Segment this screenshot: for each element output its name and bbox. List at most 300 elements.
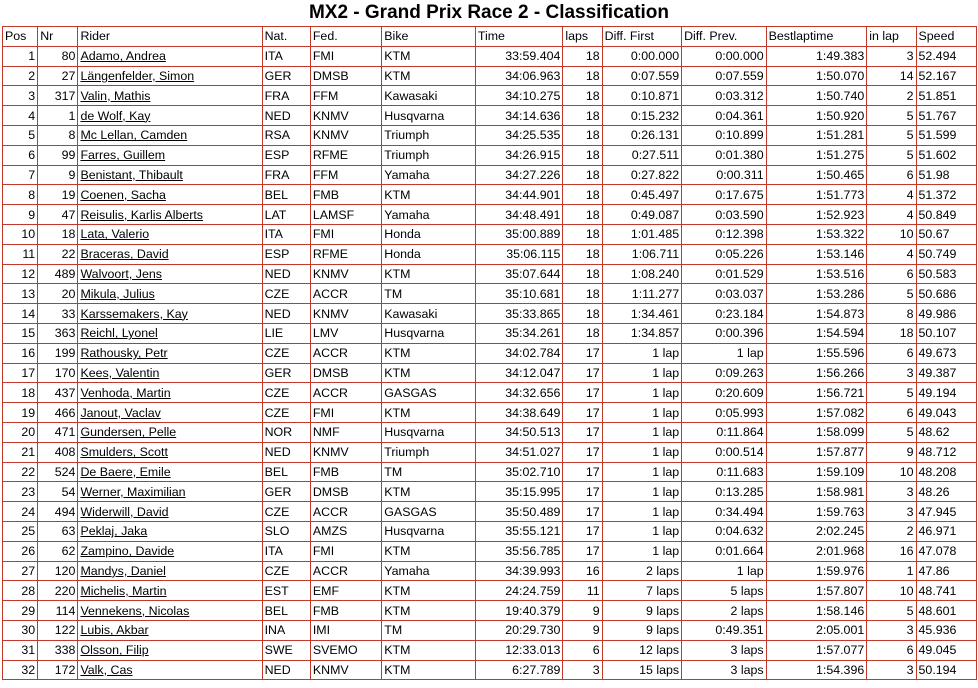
cell-in-lap: 5 <box>867 601 916 621</box>
table-row <box>3 462 977 482</box>
column-header-rider[interactable]: Rider <box>78 27 262 47</box>
rider-link[interactable]: Farres, Guillem <box>80 148 166 163</box>
cell-speed: 50.583 <box>916 264 976 284</box>
cell-time: 34:06.963 <box>475 66 563 86</box>
table-row <box>3 502 977 522</box>
cell-bestlaptime: 1:59.109 <box>766 462 867 482</box>
cell-time: 34:25.535 <box>475 125 563 145</box>
cell-time: 35:06.115 <box>475 244 563 264</box>
cell-laps: 17 <box>563 363 602 383</box>
cell-in-lap: 1 <box>867 561 916 581</box>
cell-nr: 9 <box>38 165 78 185</box>
cell-laps: 18 <box>563 284 602 304</box>
cell-laps: 16 <box>563 561 602 581</box>
cell-time: 34:32.656 <box>475 383 563 403</box>
cell-pos: 21 <box>3 442 38 462</box>
cell-time: 35:02.710 <box>475 462 563 482</box>
column-header-diff-prev[interactable]: Diff. Prev. <box>682 27 767 47</box>
cell-diff-first: 1 lap <box>602 422 681 442</box>
cell-rider <box>78 561 262 581</box>
rider-link[interactable]: Mc Lellan, Camden <box>80 128 188 143</box>
cell-fed: FMB <box>310 185 381 205</box>
cell-speed: 46.971 <box>916 521 976 541</box>
rider-link[interactable]: Vennekens, Nicolas <box>80 603 190 618</box>
cell-nr: 199 <box>38 343 78 363</box>
cell-nat: ITA <box>262 224 310 244</box>
cell-bestlaptime: 2:02.245 <box>766 521 867 541</box>
cell-nat: RSA <box>262 125 310 145</box>
cell-diff-first: 1:01.485 <box>602 224 681 244</box>
rider-link[interactable]: Venhoda, Martin <box>80 385 171 400</box>
cell-nat: SLO <box>262 521 310 541</box>
cell-diff-first: 2 laps <box>602 561 681 581</box>
cell-nat: FRA <box>262 165 310 185</box>
cell-rider <box>78 244 262 264</box>
cell-nr: 338 <box>38 640 78 660</box>
cell-pos: 18 <box>3 383 38 403</box>
cell-fed: ACCR <box>310 383 381 403</box>
rider-link[interactable]: de Wolf, Kay <box>80 108 151 123</box>
column-header-pos[interactable]: Pos <box>3 27 38 47</box>
cell-time: 35:33.865 <box>475 304 563 324</box>
cell-fed: ACCR <box>310 343 381 363</box>
cell-time: 35:10.681 <box>475 284 563 304</box>
cell-diff-prev: 0:11.683 <box>682 462 767 482</box>
cell-in-lap: 6 <box>867 165 916 185</box>
cell-fed: ACCR <box>310 502 381 522</box>
cell-nr: 80 <box>38 46 78 66</box>
cell-nr: 99 <box>38 145 78 165</box>
cell-nr: 120 <box>38 561 78 581</box>
cell-nr: 363 <box>38 323 78 343</box>
cell-bestlaptime: 1:51.773 <box>766 185 867 205</box>
cell-nat: NED <box>262 106 310 126</box>
rider-link[interactable]: Olsson, Filip <box>80 643 149 658</box>
cell-nat: GER <box>262 66 310 86</box>
table-row <box>3 86 977 106</box>
cell-pos: 27 <box>3 561 38 581</box>
cell-nat: CZE <box>262 343 310 363</box>
cell-diff-prev: 0:01.380 <box>682 145 767 165</box>
cell-nr: 524 <box>38 462 78 482</box>
cell-diff-first: 0:26.131 <box>602 125 681 145</box>
cell-rider <box>78 304 262 324</box>
cell-bike: Honda <box>382 224 476 244</box>
cell-bestlaptime: 1:49.383 <box>766 46 867 66</box>
table-row <box>3 244 977 264</box>
cell-bike: Kawasaki <box>382 304 476 324</box>
cell-nat: ESP <box>262 145 310 165</box>
cell-diff-prev: 0:07.559 <box>682 66 767 86</box>
table-row <box>3 383 977 403</box>
cell-nat: CZE <box>262 403 310 423</box>
cell-laps: 17 <box>563 502 602 522</box>
rider-link[interactable]: Rathousky, Petr <box>80 346 168 361</box>
rider-link[interactable]: Gundersen, Pelle <box>80 425 177 440</box>
cell-bike: Husqvarna <box>382 422 476 442</box>
cell-bestlaptime: 1:53.286 <box>766 284 867 304</box>
cell-nr: 54 <box>38 482 78 502</box>
table-row <box>3 185 977 205</box>
rider-link[interactable]: Walvoort, Jens <box>80 266 162 281</box>
cell-bestlaptime: 1:53.516 <box>766 264 867 284</box>
cell-fed: DMSB <box>310 482 381 502</box>
cell-diff-prev: 0:03.590 <box>682 205 767 225</box>
cell-nr: 1 <box>38 106 78 126</box>
cell-bike: KTM <box>382 343 476 363</box>
table-row <box>3 304 977 324</box>
cell-speed: 50.67 <box>916 224 976 244</box>
cell-pos: 15 <box>3 323 38 343</box>
cell-laps: 3 <box>563 660 602 680</box>
rider-link[interactable]: Mikula, Julius <box>80 286 155 301</box>
cell-bestlaptime: 2:05.001 <box>766 620 867 640</box>
cell-time: 35:50.489 <box>475 502 563 522</box>
rider-link[interactable]: Längenfelder, Simon <box>80 68 195 83</box>
cell-diff-prev: 0:03.312 <box>682 86 767 106</box>
cell-diff-first: 1:34.857 <box>602 323 681 343</box>
cell-time: 34:27.226 <box>475 165 563 185</box>
cell-rider <box>78 422 262 442</box>
cell-fed: AMZS <box>310 521 381 541</box>
cell-in-lap: 2 <box>867 86 916 106</box>
cell-laps: 18 <box>563 145 602 165</box>
cell-bestlaptime: 1:57.877 <box>766 442 867 462</box>
cell-diff-first: 1:11.277 <box>602 284 681 304</box>
cell-nr: 22 <box>38 244 78 264</box>
cell-bike: Yamaha <box>382 205 476 225</box>
cell-nat: NED <box>262 660 310 680</box>
cell-laps: 18 <box>563 205 602 225</box>
table-row <box>3 660 977 680</box>
cell-rider <box>78 284 262 304</box>
cell-bestlaptime: 1:51.281 <box>766 125 867 145</box>
rider-link[interactable]: Werner, Maximilian <box>80 484 186 499</box>
cell-nr: 437 <box>38 383 78 403</box>
rider-link[interactable]: Kees, Valentin <box>80 365 160 380</box>
cell-in-lap: 4 <box>867 185 916 205</box>
cell-time: 35:07.644 <box>475 264 563 284</box>
cell-pos: 25 <box>3 521 38 541</box>
cell-diff-prev: 0:17.675 <box>682 185 767 205</box>
cell-speed: 51.851 <box>916 86 976 106</box>
cell-in-lap: 8 <box>867 304 916 324</box>
cell-laps: 17 <box>563 462 602 482</box>
column-header-nr[interactable]: Nr <box>38 27 78 47</box>
cell-pos: 22 <box>3 462 38 482</box>
cell-nr: 408 <box>38 442 78 462</box>
cell-rider <box>78 106 262 126</box>
cell-pos: 23 <box>3 482 38 502</box>
cell-bike: Triumph <box>382 442 476 462</box>
rider-link[interactable]: Reichl, Lyonel <box>80 326 158 341</box>
cell-laps: 17 <box>563 482 602 502</box>
rider-link[interactable]: Widerwill, David <box>80 504 169 519</box>
cell-in-lap: 5 <box>867 106 916 126</box>
table-row <box>3 601 977 621</box>
cell-bestlaptime: 1:55.596 <box>766 343 867 363</box>
cell-nat: ITA <box>262 46 310 66</box>
cell-time: 35:15.995 <box>475 482 563 502</box>
rider-link[interactable]: Peklaj, Jaka <box>80 524 148 539</box>
cell-time: 34:39.993 <box>475 561 563 581</box>
cell-laps: 17 <box>563 442 602 462</box>
cell-fed: KNMV <box>310 660 381 680</box>
cell-pos: 29 <box>3 601 38 621</box>
cell-time: 34:50.513 <box>475 422 563 442</box>
cell-laps: 18 <box>563 304 602 324</box>
table-row <box>3 482 977 502</box>
table-row <box>3 224 977 244</box>
column-header-bike[interactable]: Bike <box>382 27 476 47</box>
cell-nr: 471 <box>38 422 78 442</box>
cell-bike: Husqvarna <box>382 323 476 343</box>
cell-nr: 62 <box>38 541 78 561</box>
cell-fed: FMI <box>310 46 381 66</box>
cell-bike: Husqvarna <box>382 106 476 126</box>
cell-bestlaptime: 1:51.275 <box>766 145 867 165</box>
cell-pos: 17 <box>3 363 38 383</box>
cell-in-lap: 6 <box>867 640 916 660</box>
table-row <box>3 205 977 225</box>
cell-in-lap: 3 <box>867 46 916 66</box>
cell-time: 34:48.491 <box>475 205 563 225</box>
cell-time: 34:02.784 <box>475 343 563 363</box>
column-header-fed[interactable]: Fed. <box>310 27 381 47</box>
cell-bestlaptime: 1:57.077 <box>766 640 867 660</box>
cell-diff-first: 1:34.461 <box>602 304 681 324</box>
cell-fed: KNMV <box>310 264 381 284</box>
rider-link[interactable]: De Baere, Emile <box>80 464 171 479</box>
cell-in-lap: 5 <box>867 383 916 403</box>
cell-nr: 494 <box>38 502 78 522</box>
cell-pos: 4 <box>3 106 38 126</box>
table-row <box>3 106 977 126</box>
cell-nr: 27 <box>38 66 78 86</box>
cell-time: 34:26.915 <box>475 145 563 165</box>
table-row <box>3 422 977 442</box>
cell-speed: 50.849 <box>916 205 976 225</box>
cell-nat: NED <box>262 304 310 324</box>
cell-bike: TM <box>382 284 476 304</box>
cell-pos: 19 <box>3 403 38 423</box>
cell-nr: 170 <box>38 363 78 383</box>
cell-speed: 50.107 <box>916 323 976 343</box>
cell-nat: GER <box>262 363 310 383</box>
cell-diff-first: 0:27.822 <box>602 165 681 185</box>
cell-nat: LIE <box>262 323 310 343</box>
cell-nr: 19 <box>38 185 78 205</box>
cell-rider <box>78 343 262 363</box>
rider-link[interactable]: Braceras, David <box>80 247 169 262</box>
cell-diff-prev: 0:05.226 <box>682 244 767 264</box>
cell-speed: 48.62 <box>916 422 976 442</box>
cell-fed: FMB <box>310 601 381 621</box>
cell-bike: KTM <box>382 660 476 680</box>
cell-laps: 18 <box>563 244 602 264</box>
cell-in-lap: 9 <box>867 442 916 462</box>
cell-nr: 8 <box>38 125 78 145</box>
header-row <box>3 27 977 47</box>
column-header-bestlaptime[interactable]: Bestlaptime <box>766 27 867 47</box>
cell-rider <box>78 620 262 640</box>
cell-in-lap: 6 <box>867 264 916 284</box>
cell-pos: 1 <box>3 46 38 66</box>
cell-in-lap: 3 <box>867 660 916 680</box>
cell-in-lap: 5 <box>867 145 916 165</box>
cell-diff-first: 0:10.871 <box>602 86 681 106</box>
table-row <box>3 323 977 343</box>
cell-rider <box>78 403 262 423</box>
cell-bike: KTM <box>382 601 476 621</box>
cell-nat: ESP <box>262 244 310 264</box>
cell-pos: 2 <box>3 66 38 86</box>
cell-bike: TM <box>382 462 476 482</box>
rider-link[interactable]: Michelis, Martin <box>80 583 167 598</box>
cell-bike: KTM <box>382 46 476 66</box>
cell-nat: BEL <box>262 601 310 621</box>
cell-nat: FRA <box>262 86 310 106</box>
cell-speed: 52.167 <box>916 66 976 86</box>
cell-time: 35:00.889 <box>475 224 563 244</box>
cell-speed: 49.387 <box>916 363 976 383</box>
cell-rider <box>78 205 262 225</box>
column-header-speed[interactable]: Speed <box>916 27 976 47</box>
cell-diff-first: 12 laps <box>602 640 681 660</box>
cell-laps: 18 <box>563 66 602 86</box>
cell-speed: 49.045 <box>916 640 976 660</box>
rider-link[interactable]: Reisulis, Karlis Alberts <box>80 207 204 222</box>
cell-time: 20:29.730 <box>475 620 563 640</box>
cell-diff-first: 0:49.087 <box>602 205 681 225</box>
cell-diff-prev: 0:00.311 <box>682 165 767 185</box>
cell-diff-first: 1 lap <box>602 462 681 482</box>
cell-diff-prev: 0:00.514 <box>682 442 767 462</box>
cell-diff-prev: 3 laps <box>682 640 767 660</box>
column-header-diff-first[interactable]: Diff. First <box>602 27 681 47</box>
cell-nr: 489 <box>38 264 78 284</box>
cell-in-lap: 5 <box>867 284 916 304</box>
cell-rider <box>78 640 262 660</box>
rider-link[interactable]: Valk, Cas <box>80 662 133 677</box>
cell-bike: Honda <box>382 244 476 264</box>
cell-bike: Yamaha <box>382 165 476 185</box>
table-row <box>3 125 977 145</box>
cell-bike: KTM <box>382 403 476 423</box>
cell-rider <box>78 363 262 383</box>
cell-laps: 18 <box>563 224 602 244</box>
cell-laps: 18 <box>563 106 602 126</box>
cell-in-lap: 3 <box>867 620 916 640</box>
cell-diff-first: 1:08.240 <box>602 264 681 284</box>
cell-diff-prev: 0:13.285 <box>682 482 767 502</box>
cell-bestlaptime: 1:56.721 <box>766 383 867 403</box>
table-row <box>3 264 977 284</box>
cell-fed: ACCR <box>310 561 381 581</box>
rider-link[interactable]: Karssemakers, Kay <box>80 306 188 321</box>
rider-link[interactable]: Smulders, Scott <box>80 445 168 460</box>
cell-in-lap: 3 <box>867 502 916 522</box>
cell-rider <box>78 462 262 482</box>
cell-pos: 3 <box>3 86 38 106</box>
cell-bestlaptime: 1:54.594 <box>766 323 867 343</box>
rider-link[interactable]: Lubis, Akbar <box>80 623 149 638</box>
cell-speed: 49.043 <box>916 403 976 423</box>
cell-time: 34:10.275 <box>475 86 563 106</box>
rider-link[interactable]: Benistant, Thibault <box>80 167 183 182</box>
cell-diff-first: 1 lap <box>602 541 681 561</box>
column-header-nat[interactable]: Nat. <box>262 27 310 47</box>
cell-diff-first: 1 lap <box>602 521 681 541</box>
cell-diff-first: 0:00.000 <box>602 46 681 66</box>
cell-in-lap: 10 <box>867 462 916 482</box>
cell-diff-first: 9 laps <box>602 601 681 621</box>
column-header-time[interactable]: Time <box>475 27 563 47</box>
cell-fed: FFM <box>310 86 381 106</box>
cell-laps: 18 <box>563 165 602 185</box>
rider-link[interactable]: Adamo, Andrea <box>80 49 166 64</box>
rider-link[interactable]: Zampino, Davide <box>80 544 175 559</box>
cell-laps: 17 <box>563 521 602 541</box>
cell-nr: 18 <box>38 224 78 244</box>
cell-pos: 7 <box>3 165 38 185</box>
column-header-laps[interactable]: laps <box>563 27 602 47</box>
cell-bestlaptime: 1:50.465 <box>766 165 867 185</box>
cell-diff-first: 1 lap <box>602 363 681 383</box>
cell-speed: 48.26 <box>916 482 976 502</box>
cell-diff-first: 1 lap <box>602 442 681 462</box>
cell-bestlaptime: 1:52.923 <box>766 205 867 225</box>
cell-laps: 17 <box>563 343 602 363</box>
cell-bestlaptime: 1:56.266 <box>766 363 867 383</box>
rider-link[interactable]: Mandys, Daniel <box>80 563 166 578</box>
cell-nat: ITA <box>262 541 310 561</box>
cell-nat: CZE <box>262 561 310 581</box>
cell-rider <box>78 442 262 462</box>
table-row <box>3 521 977 541</box>
cell-fed: KNMV <box>310 442 381 462</box>
rider-link[interactable]: Lata, Valerio <box>80 227 150 242</box>
cell-pos: 9 <box>3 205 38 225</box>
cell-time: 34:51.027 <box>475 442 563 462</box>
cell-laps: 9 <box>563 601 602 621</box>
cell-rider <box>78 66 262 86</box>
table-row <box>3 640 977 660</box>
cell-rider <box>78 502 262 522</box>
cell-nr: 47 <box>38 205 78 225</box>
rider-link[interactable]: Janout, Vaclav <box>80 405 161 420</box>
cell-nr: 220 <box>38 581 78 601</box>
rider-link[interactable]: Valin, Mathis <box>80 88 151 103</box>
cell-speed: 50.686 <box>916 284 976 304</box>
column-header-in-lap[interactable]: in lap <box>867 27 916 47</box>
cell-time: 12:33.013 <box>475 640 563 660</box>
cell-speed: 50.749 <box>916 244 976 264</box>
cell-nat: NED <box>262 264 310 284</box>
cell-in-lap: 18 <box>867 323 916 343</box>
cell-nr: 466 <box>38 403 78 423</box>
cell-speed: 48.208 <box>916 462 976 482</box>
cell-fed: EMF <box>310 581 381 601</box>
cell-rider <box>78 125 262 145</box>
cell-diff-prev: 0:00.396 <box>682 323 767 343</box>
cell-bike: KTM <box>382 541 476 561</box>
cell-speed: 50.194 <box>916 660 976 680</box>
cell-in-lap: 5 <box>867 422 916 442</box>
cell-fed: LAMSF <box>310 205 381 225</box>
rider-link[interactable]: Coenen, Sacha <box>80 187 166 202</box>
cell-rider <box>78 165 262 185</box>
